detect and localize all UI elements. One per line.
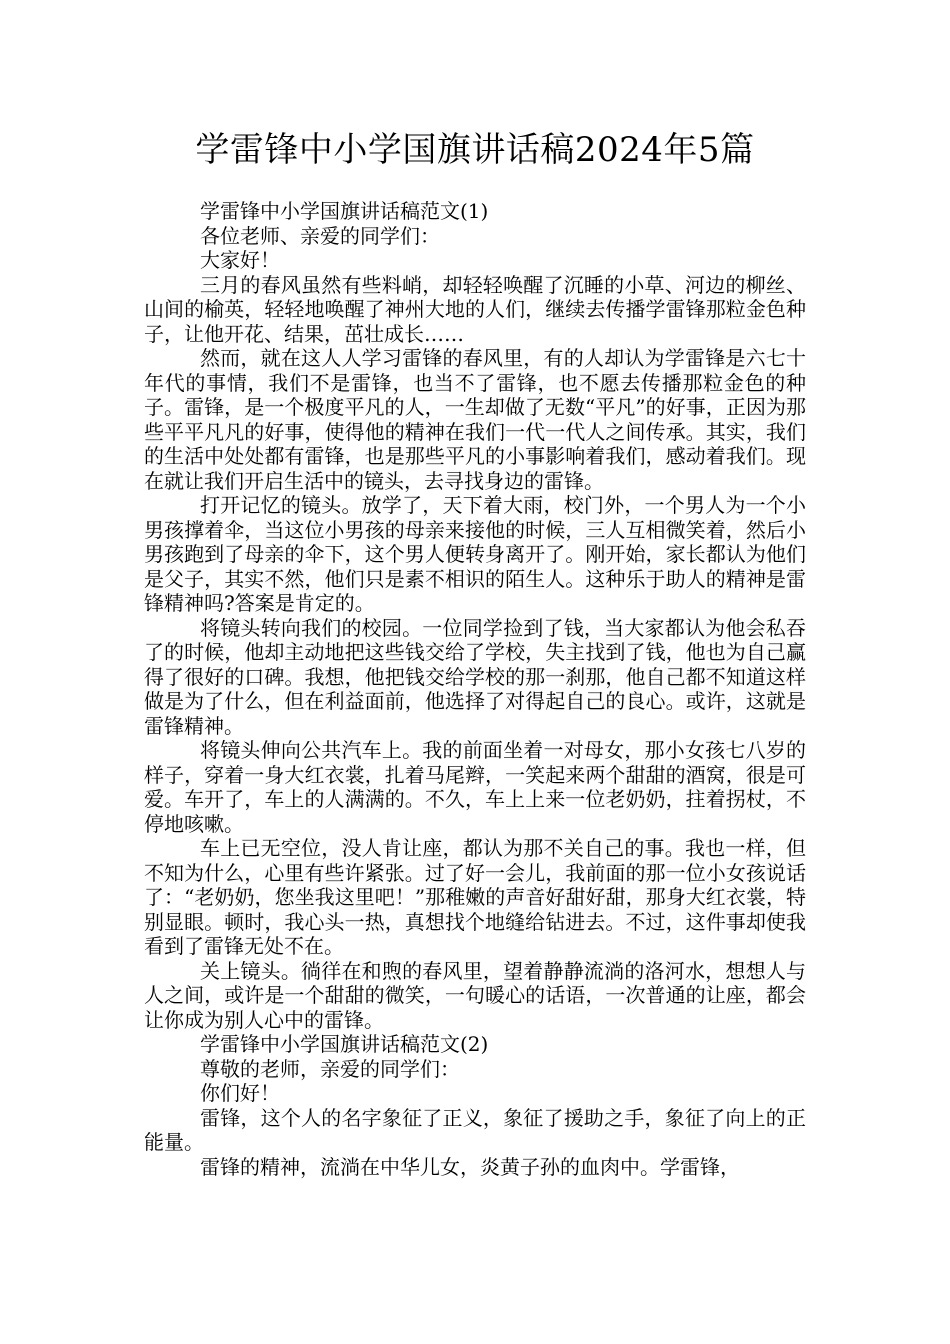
paragraph: 三月的春风虽然有些料峭，却轻轻唤醒了沉睡的小草、河边的柳丝、山间的榆英，轻轻地唤醒了神州大地的人们，继续去传播学雷锋那粒金色种子，让他开花、结果，茁壮成长……: [144, 272, 806, 346]
paragraph: 雷锋的精神，流淌在中华儿女，炎黄子孙的血肉中。学雷锋，: [200, 1154, 740, 1179]
paragraph: 关上镜头。徜徉在和煦的春风里，望着静静流淌的洛河水，想想人与人之间，或许是一个甜甜的微笑，一句暖心的话语，一次普通的让座，都会让你成为别人心中的雷锋。: [144, 958, 806, 1032]
salutation: 尊敬的老师，亲爱的同学们：: [200, 1056, 460, 1081]
document-title: 学雷锋中小学国旗讲话稿2024年5篇: [195, 130, 755, 170]
paragraph: 将镜头转向我们的校园。一位同学捡到了钱，当大家都认为他会私吞了的时候，他却主动地把这些钱交给了学校，失主找到了钱，他也为自己赢得了很好的口碑。我想，他把钱交给学校的那一刹那，他自己都不知道这样做是为了什么，但在利益面前，他选择了对得起自己的良心。或许，这就是雷锋精神。: [144, 615, 806, 738]
greeting: 大家好！: [200, 248, 280, 272]
paragraph: 然而，就在这人人学习雷锋的春风里，有的人却认为学雷锋是六七十年代的事情，我们不是雷锋，也当不了雷锋，也不愿去传播那粒金色的种子。雷锋，是一个极度平凡的人，一生却做了无数“平凡”的好事，正因为那些平平凡凡的好事，使得他的精神在我们一代一代人之间传承。其实，我们的生活中处处都有雷锋，也是那些平凡的小事影响着我们，感动着我们。现在就让我们开启生活中的镜头，去寻找身边的雷锋。: [144, 346, 806, 493]
section-heading: 学雷锋中小学国旗讲话稿范文(2): [200, 1032, 489, 1056]
paragraph: 打开记忆的镜头。放学了，天下着大雨，校门外，一个男人为一个小男孩撑着伞，当这位小男孩的母亲来接他的时候，三人互相微笑着，然后小男孩跑到了母亲的伞下，这个男人便转身离开了。刚开始，家长都认为他们是父子，其实不然，他们只是素不相识的陌生人。这种乐于助人的精神是雷锋精神吗?答案是肯定的。: [144, 493, 806, 615]
paragraph: 将镜头伸向公共汽车上。我的前面坐着一对母女，那小女孩七八岁的样子，穿着一身大红衣裳，扎着马尾辫，一笑起来两个甜甜的酒窝，很是可爱。车开了，车上的人满满的。不久，车上上来一位老奶奶，拄着拐杖，不停地咳嗽。: [144, 738, 806, 836]
document-body: [144, 199, 806, 1179]
greeting: 你们好！: [200, 1081, 280, 1105]
paragraph: 雷锋，这个人的名字象征了正义，象征了援助之手，象征了向上的正能量。: [144, 1105, 806, 1154]
salutation: 各位老师、亲爱的同学们：: [200, 223, 440, 248]
section-heading: 学雷锋中小学国旗讲话稿范文(1): [200, 199, 489, 223]
paragraph: 车上已无空位，没人肯让座，都认为那不关自己的事。我也一样，但不知为什么，心里有些许紧张。过了好一会儿，我前面的那一位小女孩说话了：“老奶奶，您坐我这里吧！”那稚嫩的声音好甜好甜，那身大红衣裳，特别显眼。顿时，我心头一热，真想找个地缝给钻进去。不过，这件事却使我看到了雷锋无处不在。: [144, 836, 806, 958]
